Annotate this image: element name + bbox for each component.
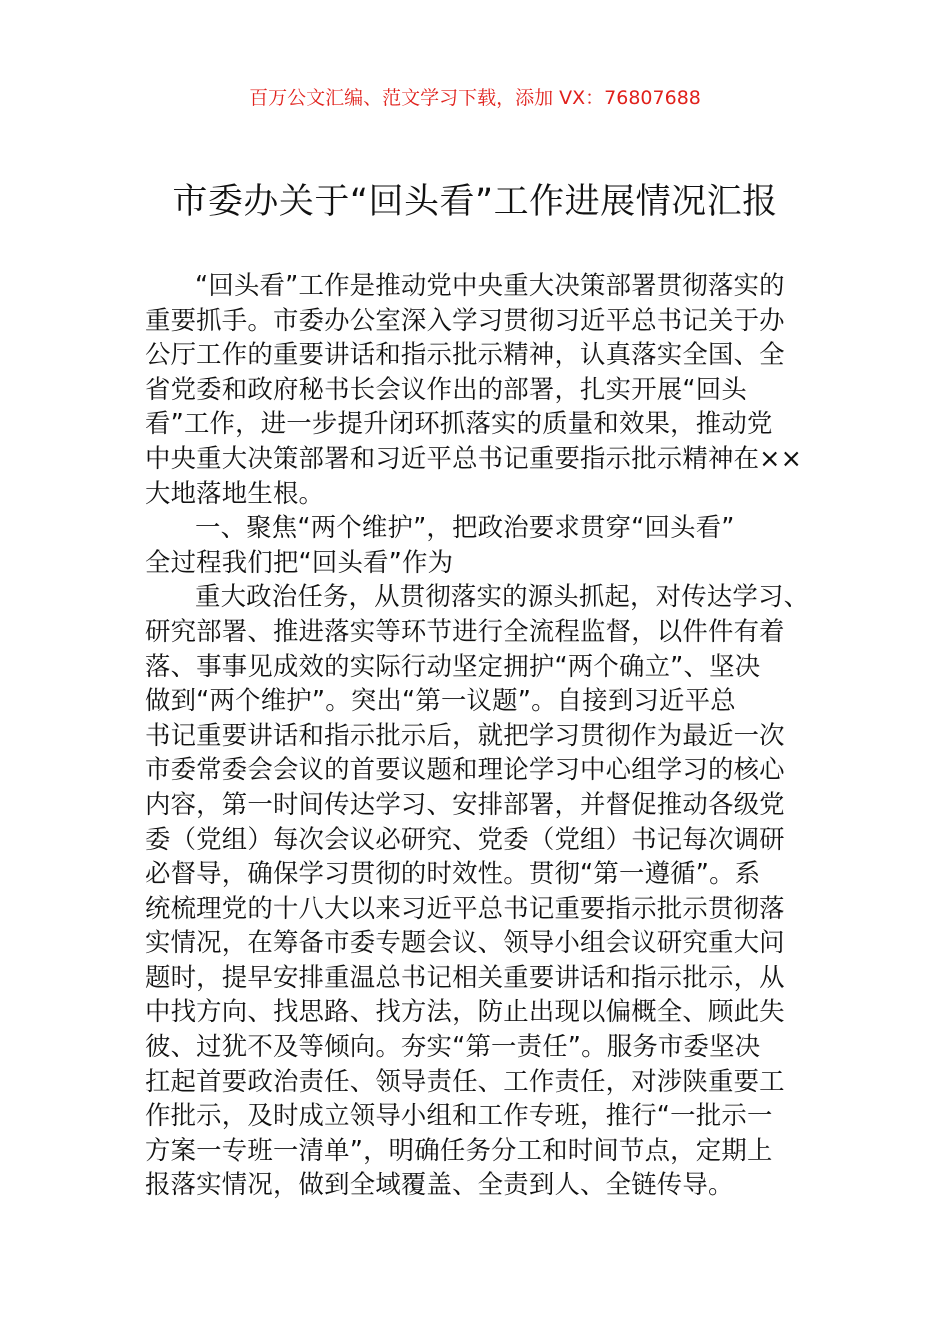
text-line: 做到“两个维护”。突出“第一议题”。自接到习近平总	[145, 685, 736, 716]
header-watermark-note: 百万公文汇编、范文学习下载，添加 VX：76807688	[249, 87, 701, 109]
text-line: 全过程我们把“回头看”作为	[145, 546, 454, 577]
text-line: 一、聚焦“两个维护”，把政治要求贯穿“回头看”	[195, 512, 735, 543]
text-line: 扛起首要政治责任、领导责任、工作责任，对涉陕重要工	[145, 1065, 785, 1096]
text-line: 作批示，及时成立领导小组和工作专班，推行“一批示一	[145, 1100, 773, 1131]
text-line: “回头看”工作是推动党中央重大决策部署贯彻落实的	[195, 270, 785, 300]
text-line: 重要抓手。市委办公室深入学习贯彻习近平总书记关于办	[145, 304, 785, 335]
text-line: 委（党组）每次会议必研究、党委（党组）书记每次调研	[145, 823, 785, 854]
text-line: 统梳理党的十八大以来习近平总书记重要指示批示贯彻落	[145, 892, 785, 923]
text-line: 实情况，在筹备市委专题会议、领导小组会议研究重大问	[145, 927, 785, 958]
text-line: 市委常委会会议的首要议题和理论学习中心组学习的核心	[145, 754, 785, 785]
text-line: 必督导，确保学习贯彻的时效性。贯彻“第一遵循”。系	[145, 858, 761, 889]
text-line: 研究部署、推进落实等环节进行全流程监督，以件件有着	[145, 615, 785, 646]
text-line: 重大政治任务，从贯彻落实的源头抓起，对传达学习、	[195, 581, 810, 612]
text-line: 书记重要讲话和指示批示后，就把学习贯彻作为最近一次	[145, 719, 785, 750]
text-line: 内容，第一时间传达学习、安排部署，并督促推动各级党	[145, 788, 785, 819]
text-line: 落、事事见成效的实际行动坚定拥护“两个确立”、坚决	[145, 650, 761, 681]
text-line: 看”工作，进一步提升闭环抓落实的质量和效果，推动党	[145, 408, 773, 439]
section-heading-1	[145, 510, 815, 579]
paragraph-intro	[145, 268, 815, 510]
text-line: 中找方向、找思路、找方法，防止出现以偏概全、顾此失	[145, 996, 785, 1027]
text-line: 公厅工作的重要讲话和指示批示精神，认真落实全国、全	[145, 339, 785, 370]
document-title: 市委办关于“回头看”工作进展情况汇报	[172, 182, 778, 222]
text-line: 题时，提早安排重温总书记相关重要讲话和指示批示，从	[145, 961, 785, 992]
text-line: 彼、过犹不及等倾向。夯实“第一责任”。服务市委坚决	[145, 1031, 761, 1062]
text-line: 大地落地生根。	[145, 477, 325, 508]
text-line: 省党委和政府秘书长会议作出的部署，扎实开展“回头	[145, 373, 747, 404]
text-line: 方案一专班一清单”，明确任务分工和时间节点，定期上	[145, 1134, 773, 1165]
text-line: 中央重大决策部署和习近平总书记重要指示批示精神在××	[145, 442, 803, 473]
paragraph-section-1-body	[145, 579, 815, 1202]
document-body	[145, 268, 815, 1202]
text-line: 报落实情况，做到全域覆盖、全责到人、全链传导。	[145, 1169, 734, 1200]
